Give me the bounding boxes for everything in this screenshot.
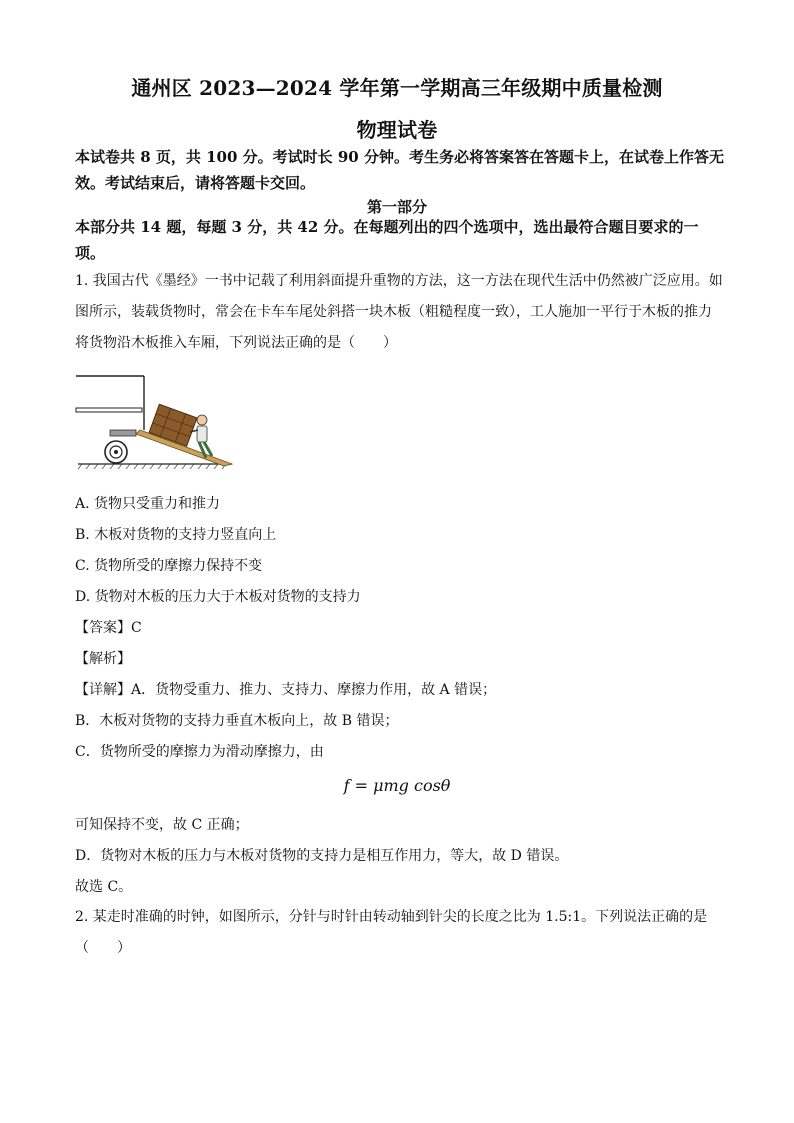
exam-subtitle: 物理试卷: [356, 118, 438, 142]
question-1-detail-a: 【详解】A．货物受重力、推力、支持力、摩擦力作用，故 A 错误；: [75, 682, 497, 698]
question-1-stem: 1. 我国古代《墨经》一书中记载了利用斜面提升重物的方法，这一方法在现代生活中仍然被广泛应用。如图所示，装载货物时，常会在卡车车尾处斜搭一块木板（粗糙程度一致），工人施加一平行于木板的推力将货物沿木板推入车厢，下列说法正确的是（ ）: [75, 273, 723, 351]
question-1-detail-b: B．木板对货物的支持力垂直木板向上，故 B 错误；: [75, 713, 399, 729]
friction-formula: f = μmg cosθ: [343, 776, 451, 795]
section-description: 本部分共 14 题，每题 3 分，共 42 分。在每题列出的四个选项中，选出最符合题目要求的一项。: [75, 218, 699, 262]
truck-ramp-illustration: [74, 372, 236, 470]
exam-instructions: 本试卷共 8 页，共 100 分。考试时长 90 分钟。考生务必将答案答在答题卡上，在试卷上作答无效。考试结束后，请将答题卡交回。: [75, 148, 724, 192]
question-1-option-b: B. 木板对货物的支持力竖直向上: [75, 527, 277, 543]
question-1-detail-d: D．货物对木板的压力与木板对货物的支持力是相互作用力，等大，故 D 错误。: [75, 848, 569, 864]
question-1-option-a: A. 货物只受重力和推力: [75, 496, 221, 512]
section-title: 第一部分: [366, 198, 427, 216]
question-1-option-c: C. 货物所受的摩擦力保持不变: [75, 558, 263, 574]
exam-title: 通州区 2023—2024 学年第一学期高三年级期中质量检测: [131, 76, 663, 100]
question-1-detail-c-conclusion: 可知保持不变，故 C 正确；: [75, 817, 249, 833]
question-1-detail-c: C．货物所受的摩擦力为滑动摩擦力，由: [75, 744, 324, 760]
question-1-option-d: D. 货物对木板的压力大于木板对货物的支持力: [75, 589, 361, 605]
truck-ramp-figure: [74, 372, 236, 470]
question-2-stem: 2. 某走时准确的时钟，如图所示，分针与时针由转动轴到针尖的长度之比为 1.5:1。下列说法正确的是（ ）: [75, 909, 708, 956]
question-1-answer: 【答案】C: [75, 620, 142, 636]
question-1-analysis-label: 【解析】: [75, 651, 131, 667]
question-1-conclusion: 故选 C。: [75, 879, 133, 895]
